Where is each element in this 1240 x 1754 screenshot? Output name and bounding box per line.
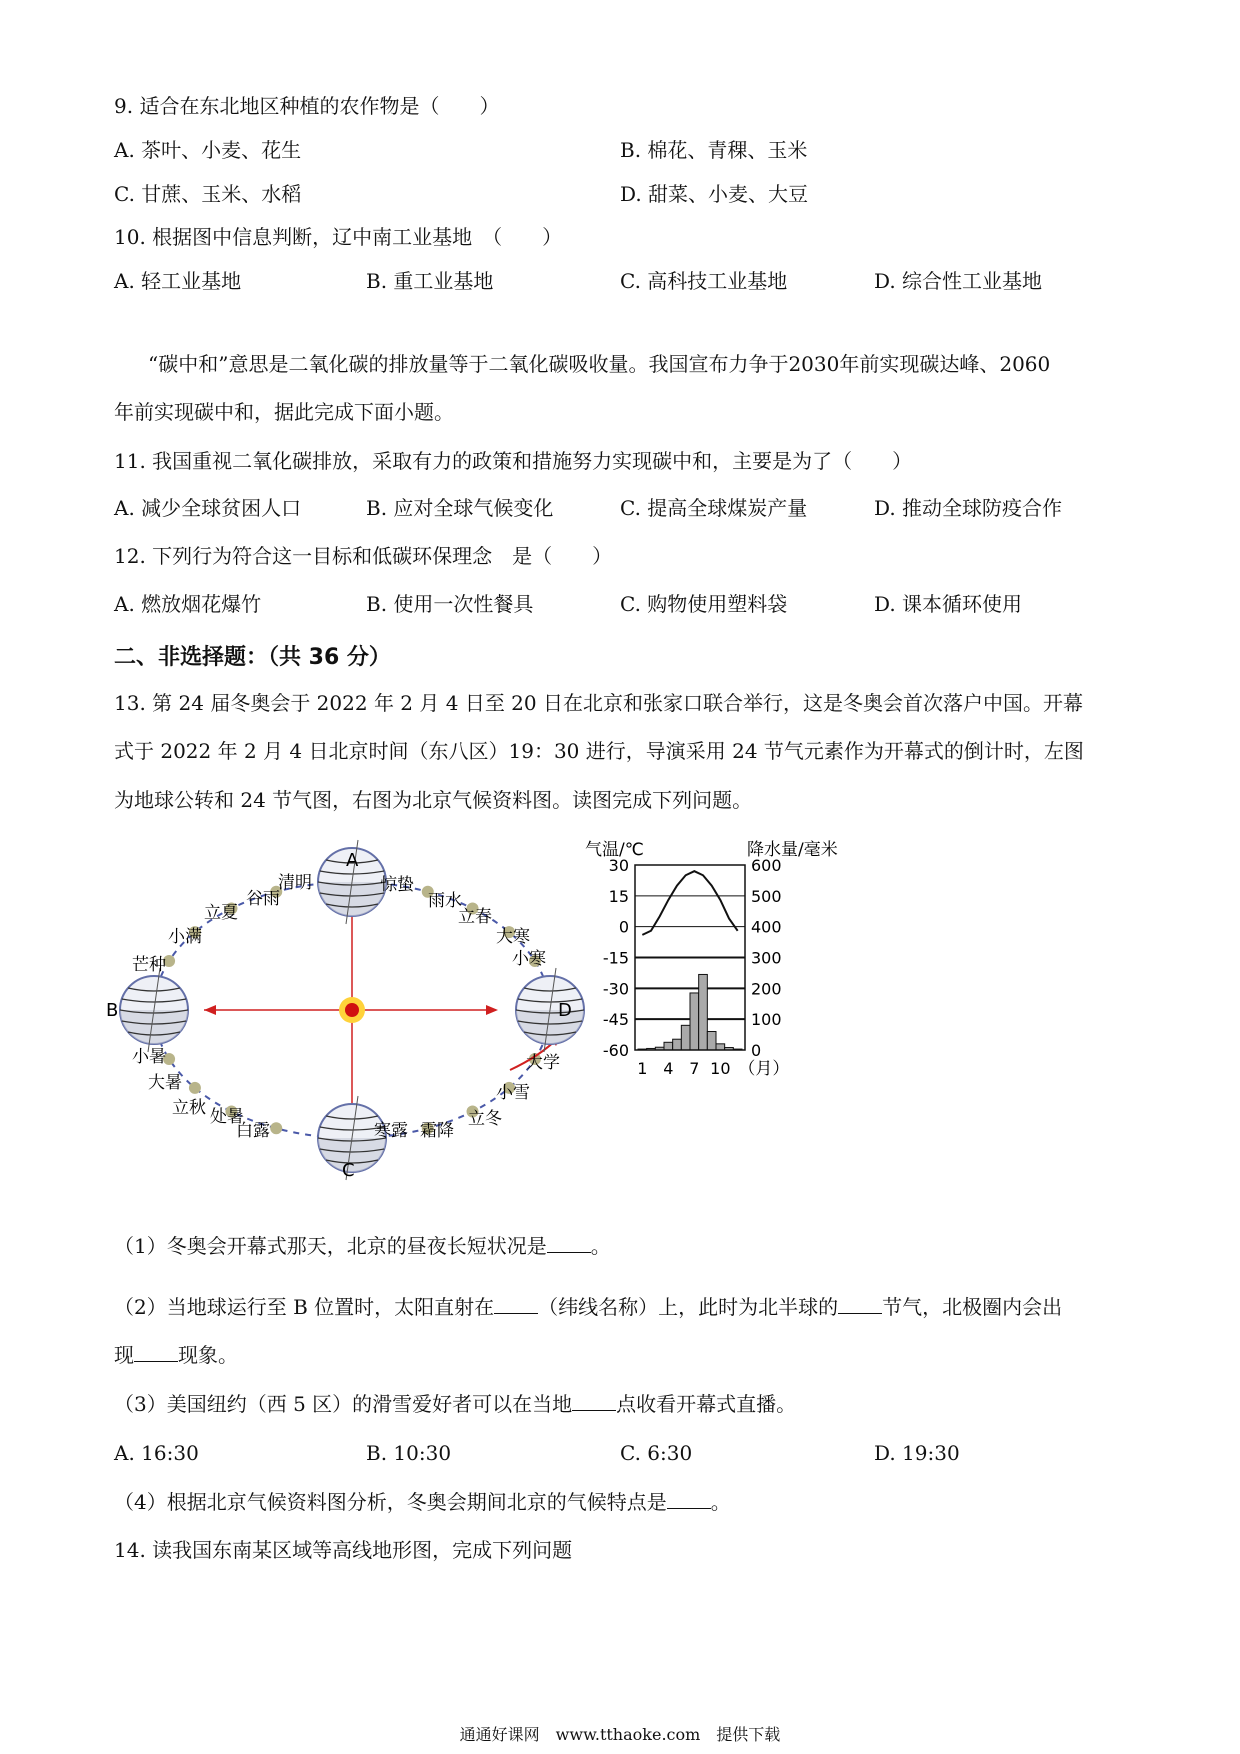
precipitation-bar xyxy=(681,1025,690,1050)
chart-right-tick: 200 xyxy=(751,979,782,999)
chart-left-tick: -60 xyxy=(602,1041,629,1060)
chart-right-tick: 500 xyxy=(751,886,782,906)
position-label-c: C xyxy=(342,1160,355,1181)
term-dahan: 大寒 xyxy=(496,927,530,947)
position-label-a: A xyxy=(346,850,359,871)
q12-option-b[interactable]: B. 使用一次性餐具 xyxy=(366,592,534,616)
chart-right-tick: 300 xyxy=(751,948,782,968)
q10-option-c[interactable]: C. 高科技工业基地 xyxy=(620,269,788,293)
chart-right-tick: 100 xyxy=(751,1010,782,1030)
orbit-term-dot xyxy=(189,1082,201,1094)
temperature-line xyxy=(642,871,737,935)
q9-option-c[interactable]: C. 甘蔗、玉米、水稻 xyxy=(114,182,302,206)
q10-option-b[interactable]: B. 重工业基地 xyxy=(366,269,494,293)
term-lixia: 立夏 xyxy=(204,903,238,923)
q12-option-d[interactable]: D. 课本循环使用 xyxy=(874,592,1023,616)
globe-b xyxy=(120,968,188,1052)
q13-sub3-text-a: （3）美国纽约（西 5 区）的滑雪爱好者可以在当地 xyxy=(114,1392,573,1416)
term-liqiu: 立秋 xyxy=(172,1098,206,1118)
answer-blank[interactable] xyxy=(547,1234,591,1253)
chart-left-tick: -45 xyxy=(602,1010,629,1030)
precipitation-bar xyxy=(664,1042,673,1050)
precipitation-bar xyxy=(707,1032,716,1051)
passage-line-2: 年前实现碳中和，据此完成下面小题。 xyxy=(114,400,454,424)
q9-option-a[interactable]: A. 茶叶、小麦、花生 xyxy=(114,138,302,162)
chart-right-tick: 400 xyxy=(751,917,782,937)
position-label-d: D xyxy=(558,1000,572,1021)
position-label-b: B xyxy=(106,1000,119,1021)
chart-x-tick: 4 xyxy=(663,1059,674,1078)
term-hanlu: 寒露 xyxy=(374,1121,408,1141)
chart-x-tick: 10 xyxy=(710,1059,731,1078)
q10-stem: 10. 根据图中信息判断，辽中南工业基地 （ ） xyxy=(114,225,563,249)
answer-blank[interactable] xyxy=(134,1343,178,1362)
answer-blank[interactable] xyxy=(572,1392,616,1411)
q13-line-3: 为地球公转和 24 节气图，右图为北京气候资料图。读图完成下列问题。 xyxy=(114,788,753,812)
term-xiaoman: 小满 xyxy=(168,927,202,947)
answer-blank[interactable] xyxy=(494,1295,538,1314)
climate-chart xyxy=(585,835,875,1175)
term-guyu: 谷雨 xyxy=(246,889,280,909)
q13-sub3-option-a[interactable]: A. 16:30 xyxy=(114,1441,199,1465)
q13-sub2-text-d: 现 xyxy=(114,1343,134,1367)
term-mangzhong: 芒种 xyxy=(132,955,166,975)
q13-sub2 xyxy=(114,1293,1062,1321)
q13-sub3-option-b[interactable]: B. 10:30 xyxy=(366,1441,452,1465)
chart-left-tick: 15 xyxy=(608,886,629,906)
answer-blank[interactable] xyxy=(838,1295,882,1314)
q13-sub1-text: （1）冬奥会开幕式那天，北京的昼夜长短状况是 xyxy=(114,1234,547,1258)
chart-right-tick: 600 xyxy=(751,856,782,875)
q12-stem: 12. 下列行为符合这一目标和低碳环保理念 是（ ） xyxy=(114,544,613,568)
answer-blank[interactable] xyxy=(667,1490,711,1509)
term-qingming: 清明 xyxy=(278,873,312,893)
term-xiaoxue: 小雪 xyxy=(496,1083,530,1103)
q13-sub2-text-b: （纬线名称）上，此时为北半球的 xyxy=(538,1295,839,1319)
q11-option-d[interactable]: D. 推动全球防疫合作 xyxy=(874,496,1063,520)
orbit-diagram xyxy=(106,830,600,1181)
q10-option-d[interactable]: D. 综合性工业基地 xyxy=(874,269,1043,293)
q9-stem: 9. 适合在东北地区种植的农作物是（ ） xyxy=(114,94,500,118)
q13-sub2-cont xyxy=(114,1341,238,1369)
term-lichun: 立春 xyxy=(458,907,492,927)
q11-option-b[interactable]: B. 应对全球气候变化 xyxy=(366,496,554,520)
q13-sub2-text-a: （2）当地球运行至 B 位置时，太阳直射在 xyxy=(114,1295,495,1319)
chart-x-tick: 1 xyxy=(637,1059,648,1078)
term-bailu: 白露 xyxy=(236,1121,270,1141)
chart-x-unit: （月） xyxy=(738,1059,790,1079)
chart-left-tick: -30 xyxy=(602,979,629,999)
chart-left-tick: 0 xyxy=(618,917,629,937)
q13-sub2-text-e: 现象。 xyxy=(178,1343,238,1367)
q9-option-d[interactable]: D. 甜菜、小麦、大豆 xyxy=(620,182,809,206)
precipitation-bar xyxy=(699,974,708,1050)
q13-sub4 xyxy=(114,1488,731,1516)
q13-sub3-text-b: 点收看开幕式直播。 xyxy=(616,1392,797,1416)
q13-sub1 xyxy=(114,1232,611,1260)
q13-sub3 xyxy=(114,1390,796,1418)
globe-d xyxy=(516,968,584,1052)
q9-option-b[interactable]: B. 棉花、青稞、玉米 xyxy=(620,138,808,162)
term-dashu: 大暑 xyxy=(148,1073,182,1093)
q13-line-1: 13. 第 24 届冬奥会于 2022 年 2 月 4 日至 20 日在北京和张家口联合举行，这是冬奥会首次落户中国。开幕 xyxy=(114,691,1083,715)
orbit-term-dot xyxy=(270,1122,282,1134)
chart-left-tick: 30 xyxy=(608,856,629,875)
precipitation-bar xyxy=(690,993,699,1050)
chart-ylabel-left: 气温/℃ xyxy=(585,840,644,860)
chart-ylabel-right: 降水量/毫米 xyxy=(747,840,838,860)
term-xiaohan: 小寒 xyxy=(512,949,546,969)
term-daxue: 大学 xyxy=(526,1053,560,1073)
chart-left-tick: -15 xyxy=(602,948,629,968)
page-footer: 通通好课网 www.tthaoke.com 提供下载 xyxy=(459,1725,781,1744)
q11-option-c[interactable]: C. 提高全球煤炭产量 xyxy=(620,496,808,520)
q10-option-a[interactable]: A. 轻工业基地 xyxy=(114,269,242,293)
passage-line-1: “碳中和”意思是二氧化碳的排放量等于二氧化碳吸收量。我国宣布力争于2030年前实现碳达峰、2060 xyxy=(148,352,1051,376)
q13-sub3-option-d[interactable]: D. 19:30 xyxy=(874,1441,960,1465)
precipitation-bar xyxy=(673,1039,682,1050)
q13-sub2-text-c: 节气，北极圈内会出 xyxy=(882,1295,1063,1319)
q13-sub3-option-c[interactable]: C. 6:30 xyxy=(620,1441,693,1465)
q13-sub1-end: 。 xyxy=(590,1234,611,1258)
q13-sub4-end: 。 xyxy=(710,1490,731,1514)
term-lidong: 立冬 xyxy=(468,1109,502,1129)
q13-sub4-text: （4）根据北京气候资料图分析，冬奥会期间北京的气候特点是 xyxy=(114,1490,667,1514)
q13-line-2: 式于 2022 年 2 月 4 日北京时间（东八区）19：30 进行，导演采用 24 节气元素作为开幕式的倒计时，左图 xyxy=(114,739,1084,763)
section-heading: 二、非选择题：（共 36 分） xyxy=(114,645,391,670)
term-jingzhe: 惊蛰 xyxy=(380,875,414,895)
q12-option-a[interactable]: A. 燃放烟花爆竹 xyxy=(114,592,262,616)
precipitation-bar xyxy=(716,1044,725,1050)
chart-right-tick: 0 xyxy=(751,1041,762,1060)
chart-x-tick: 7 xyxy=(689,1059,700,1078)
q11-stem: 11. 我国重视二氧化碳排放，采取有力的政策和措施努力实现碳中和，主要是为了（ ） xyxy=(114,449,913,473)
term-xiaoshu: 小暑 xyxy=(132,1047,166,1067)
q12-option-c[interactable]: C. 购物使用塑料袋 xyxy=(620,592,788,616)
term-chushu: 处暑 xyxy=(210,1107,244,1127)
q14-stem: 14. 读我国东南某区域等高线地形图，完成下列问题 xyxy=(114,1538,573,1562)
term-yushui: 雨水 xyxy=(428,891,462,911)
term-shuangjiang: 霜降 xyxy=(420,1121,454,1141)
q11-option-a[interactable]: A. 减少全球贫困人口 xyxy=(114,496,302,520)
